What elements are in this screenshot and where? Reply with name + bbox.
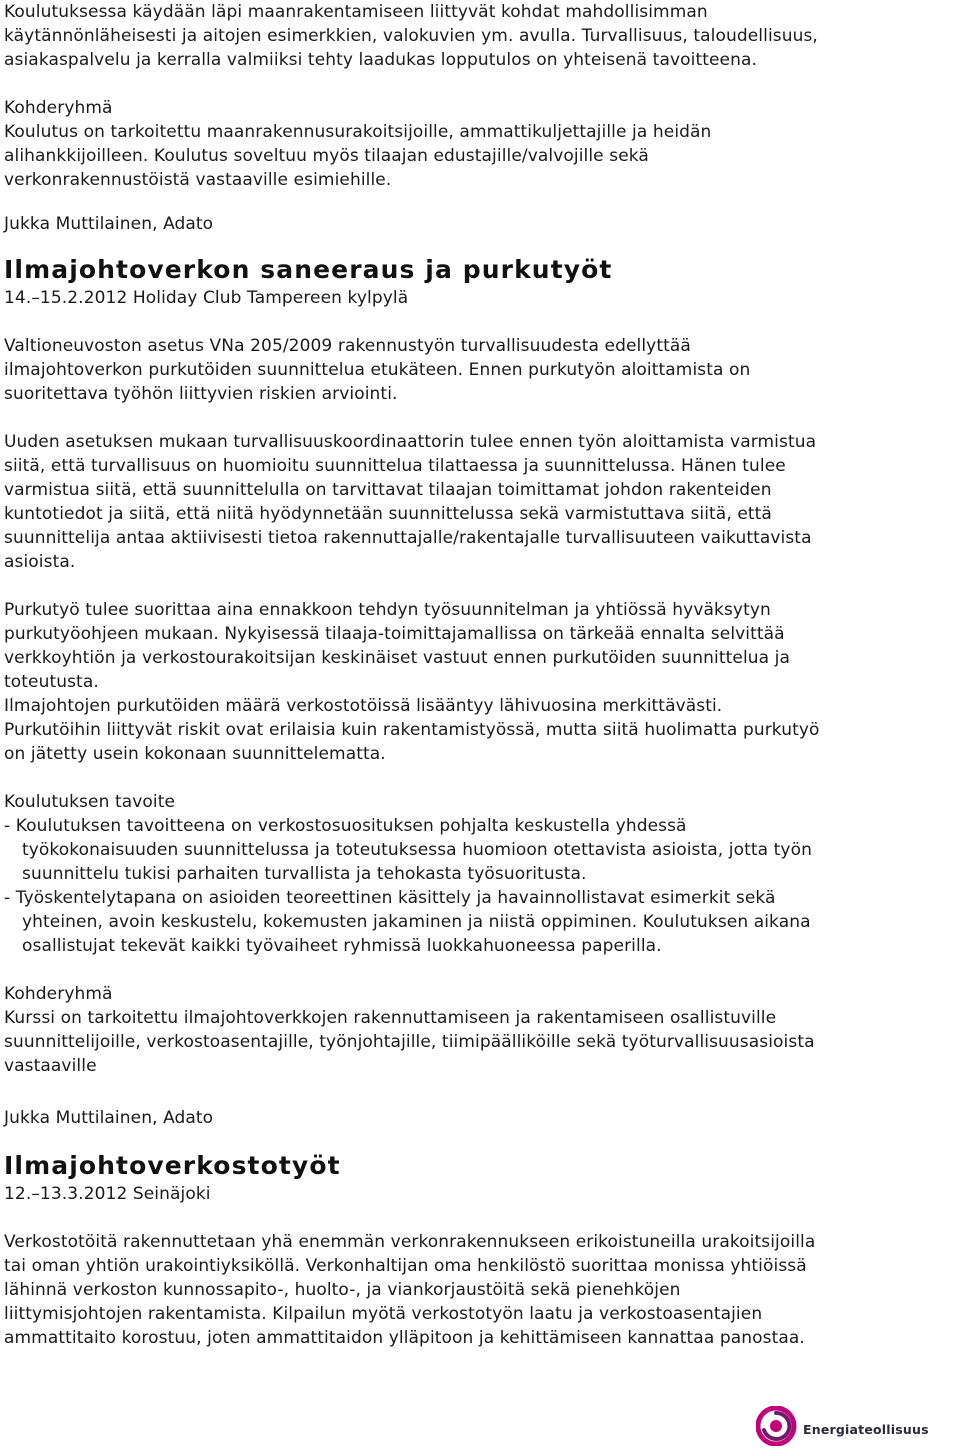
text-line: Purkutyö tulee suorittaa aina ennakkoon tehdyn työsuunnitelman ja yhtiössä hyväksytyn <box>4 600 771 620</box>
text-line: lähinnä verkoston kunnossapito-, huolto-, ja viankorjaustöitä sekä pienehköjen <box>4 1280 681 1300</box>
text-line: työkokonaisuuden suunnittelussa ja toteutuksessa huomioon otettavista asioista, jotta työn <box>22 840 812 860</box>
text-line: osallistujat tekevät kaikki työvaiheet ryhmissä luokkahuoneessa paperilla. <box>22 936 662 956</box>
course-paragraph <box>4 430 956 574</box>
text-line: alihankkijoilleen. Koulutus soveltuu myös tilaajan edustajille/valvojille sekä <box>4 146 649 166</box>
text-line: käytännönläheisesti ja aitojen esimerkkien, valokuvien ym. avulla. Turvallisuus, taloudellisuus, <box>4 26 818 46</box>
course-paragraph <box>4 334 956 406</box>
text-line: Koulutus on tarkoitettu maanrakennusurakoitsijoille, ammattikuljettajille ja heidän <box>4 122 712 142</box>
course-paragraph <box>4 598 956 766</box>
section-heading: Koulutuksen tavoite <box>4 792 176 812</box>
text-line: suunnittelijoille, verkostoasentajille, työnjohtajille, tiimipäälliköille sekä työturvallisuusasioista <box>4 1032 815 1052</box>
section-heading: Kohderyhmä <box>4 98 113 118</box>
text-line: - Työskentelytapana on asioiden teoreettinen käsittely ja havainnollistavat esimerkit sekä <box>4 888 776 908</box>
text-line: asiakaspalvelu ja kerralla valmiiksi tehty laadukas lopputulos on yhteisenä tavoitteena. <box>4 50 757 70</box>
text-line: Valtioneuvoston asetus VNa 205/2009 rakennustyön turvallisuudesta edellyttää <box>4 336 691 356</box>
course-title: Ilmajohtoverkostotyöt <box>4 1151 341 1180</box>
course-paragraph <box>4 1230 956 1350</box>
text-line: - Koulutuksen tavoitteena on verkostosuosituksen pohjalta keskustella yhdessä <box>4 816 687 836</box>
course-goal-section <box>4 790 956 958</box>
course-date: 14.–15.2.2012 Holiday Club Tampereen kylpylä <box>4 288 409 308</box>
text-line: verkonrakennustöistä vastaaville esimiehille. <box>4 170 392 190</box>
text-line: yhteinen, avoin keskustelu, kokemusten jakaminen ja niistä oppiminen. Koulutuksen aikana <box>22 912 811 932</box>
logo-mark-icon <box>756 1406 800 1446</box>
text-line: kuntotiedot ja siitä, että niitä hyödynnetään suunnittelussa sekä varmistuttava siitä, että <box>4 504 772 524</box>
text-line: Koulutuksessa käydään läpi maanrakentamiseen liittyvät kohdat mahdollisimman <box>4 2 708 22</box>
course-title: Ilmajohtoverkon saneeraus ja purkutyöt <box>4 255 613 284</box>
goal-item <box>4 814 956 886</box>
text-line: Kurssi on tarkoitettu ilmajohtoverkkojen rakennuttamiseen ja rakentamiseen osallistuville <box>4 1008 777 1028</box>
text-line: suoritettava työhön liittyvien riskien arviointi. <box>4 384 398 404</box>
text-line: Uuden asetuksen mukaan turvallisuuskoordinaattorin tulee ennen työn aloittamista varmistua <box>4 432 817 452</box>
text-line: siitä, että turvallisuus on huomioitu suunnittelua tilattaessa ja suunnittelussa. Hänen tulee <box>4 456 786 476</box>
target-group-section <box>4 96 956 192</box>
text-line: ilmajohtoverkon purkutöiden suunnittelua etukäteen. Ennen purkutyön aloittamista on <box>4 360 751 380</box>
text-line: varmistua siitä, että suunnittelulla on tarvittavat tilaajan toimittamat johdon rakenteiden <box>4 480 772 500</box>
target-group-section <box>4 982 956 1078</box>
logo-wordmark: Energiateollisuus <box>803 1422 929 1437</box>
energiateollisuus-logo <box>756 1406 942 1446</box>
text-line: verkkoyhtiön ja verkostourakoitsijan keskinäiset vastuut ennen purkutöiden suunnittelua ja <box>4 648 791 668</box>
course-date: 12.–13.3.2012 Seinäjoki <box>4 1184 211 1204</box>
text-line: liittymisjohtojen rakentamista. Kilpailun myötä verkostotyön laatu ja verkostoasentajien <box>4 1304 763 1324</box>
text-line: Purkutöihin liittyvät riskit ovat erilaisia kuin rakentamistyössä, mutta siitä huolimatta purkutyö <box>4 720 820 740</box>
text-line: vastaaville <box>4 1056 97 1076</box>
intro-paragraph <box>4 0 956 72</box>
section-heading: Kohderyhmä <box>4 984 113 1004</box>
text-line: ammattitaito korostuu, joten ammattitaidon ylläpitoon ja kehittämiseen kannattaa panostaa. <box>4 1328 805 1348</box>
text-line: on jätetty usein kokonaan suunnittelematta. <box>4 744 386 764</box>
text-line: purkutyöohjeen mukaan. Nykyisessä tilaaja-toimittajamallissa on tärkeää ennalta selvittää <box>4 624 785 644</box>
text-line: asioista. <box>4 552 76 572</box>
author-line: Jukka Muttilainen, Adato <box>4 214 214 234</box>
text-line: suunnittelija antaa aktiivisesti tietoa rakennuttajalle/rakentajalle turvallisuuteen vaikuttavista <box>4 528 812 548</box>
goal-item <box>4 886 956 958</box>
text-line: suunnittelu tukisi parhaiten turvallista ja tehokasta työsuoritusta. <box>22 864 587 884</box>
author-line: Jukka Muttilainen, Adato <box>4 1108 214 1128</box>
text-line: tai oman yhtiön urakointiyksiköllä. Verkonhaltijan oma henkilöstö suorittaa monissa yhtiöissä <box>4 1256 807 1276</box>
text-line: Ilmajohtojen purkutöiden määrä verkostotöissä lisääntyy lähivuosina merkittävästi. <box>4 696 723 716</box>
text-line: Verkostotöitä rakennuttetaan yhä enemmän verkonrakennukseen erikoistuneilla urakoitsijoilla <box>4 1232 816 1252</box>
text-line: toteutusta. <box>4 672 99 692</box>
